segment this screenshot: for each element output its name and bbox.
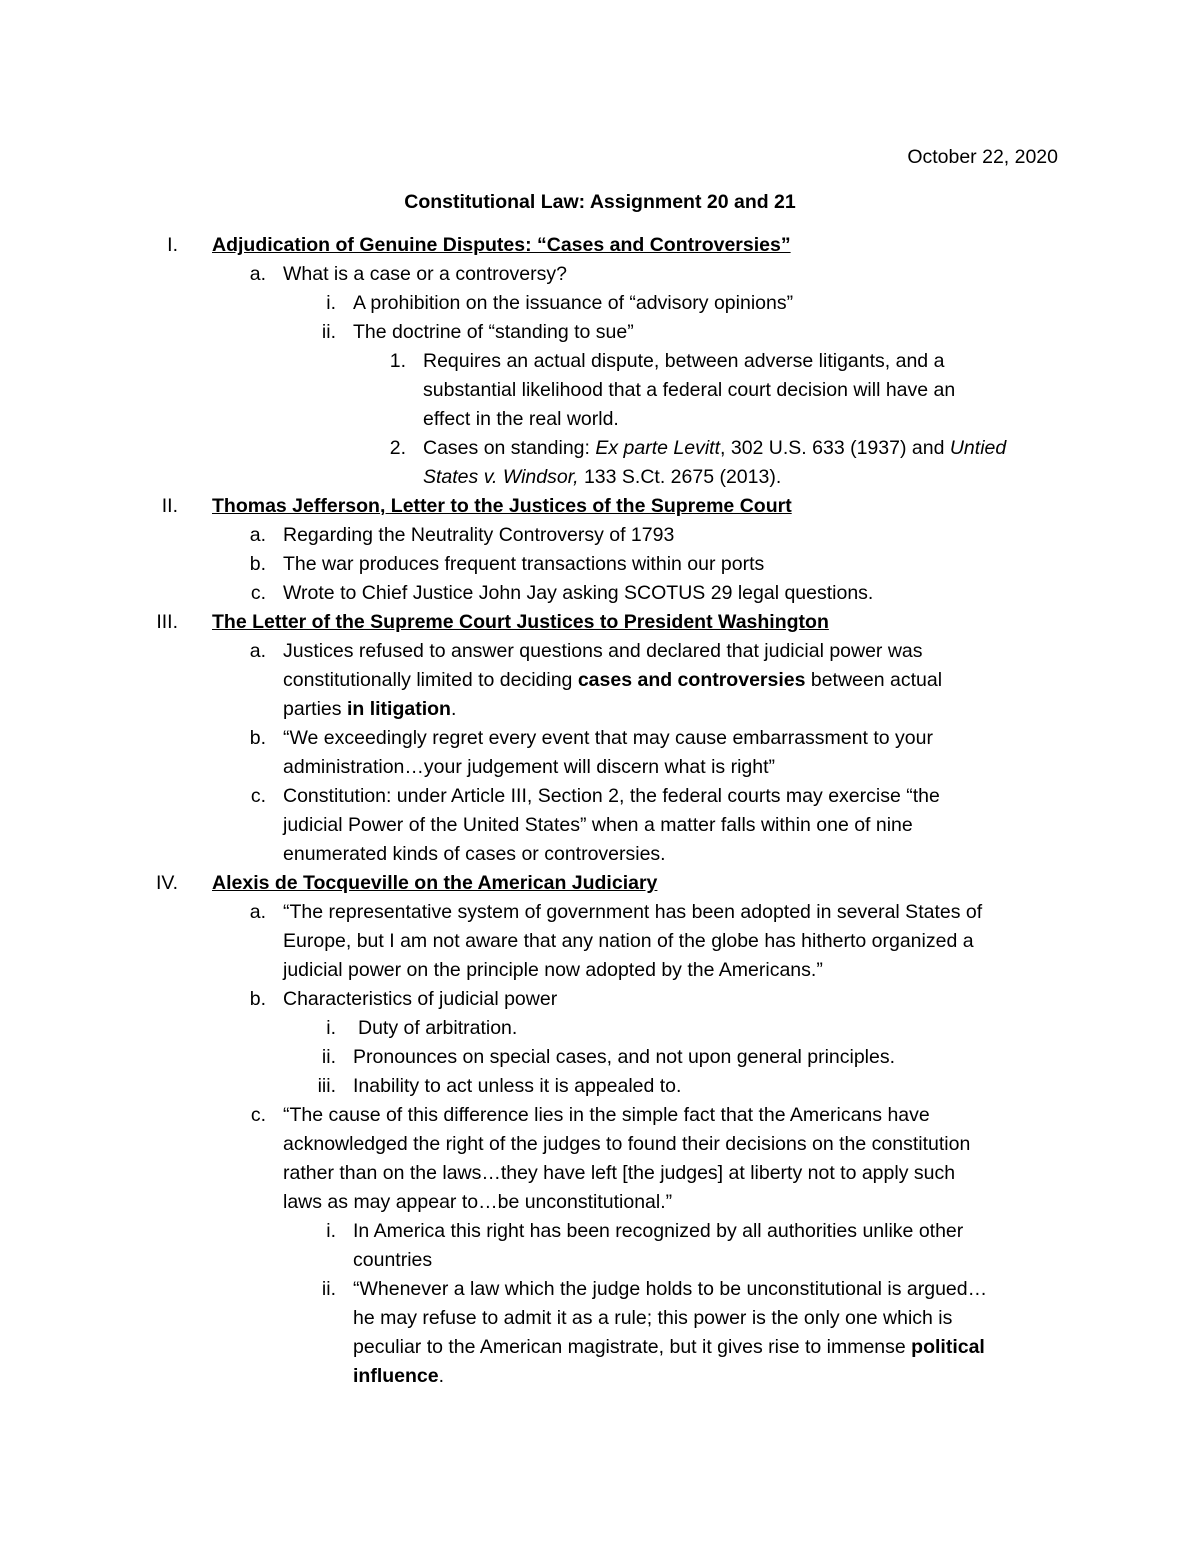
item-marker: ii. [321, 1046, 336, 1068]
item-marker: b. [249, 553, 266, 575]
item-marker: b. [249, 727, 266, 749]
list-item: The war produces frequent transactions within our ports [283, 553, 765, 575]
list-item: What is a case or a controversy? [283, 263, 567, 285]
list-item-continuation: acknowledged the right of the judges to found their decisions on the constitution [283, 1133, 971, 1155]
item-marker: iii. [317, 1075, 336, 1097]
item-marker: i. [326, 1017, 336, 1039]
list-item: Inability to act unless it is appealed to. [353, 1075, 682, 1097]
list-item: Pronounces on special cases, and not upon general principles. [353, 1046, 896, 1068]
list-item: Requires an actual dispute, between adverse litigants, and a [423, 350, 945, 372]
emphasis: political [911, 1336, 985, 1358]
text-run: peculiar to the American magistrate, but it gives rise to immense [353, 1336, 912, 1358]
section-4-heading: Alexis de Tocqueville on the American Judiciary [212, 872, 658, 894]
text-run: between actual [805, 669, 943, 691]
list-item: Regarding the Neutrality Controversy of 1793 [283, 524, 675, 546]
item-marker: a. [249, 640, 266, 662]
list-item-continuation: laws as may appear to…be unconstitutional.” [283, 1191, 673, 1213]
list-item-continuation: he may refuse to admit it as a rule; this power is the only one which is [353, 1307, 953, 1329]
list-item-continuation: effect in the real world. [423, 408, 619, 430]
list-item-continuation: Europe, but I am not aware that any nation of the globe has hitherto organized a [283, 930, 974, 952]
document-date: October 22, 2020 [907, 146, 1058, 168]
case-name: Untied [949, 437, 1007, 459]
list-item: The doctrine of “standing to sue” [353, 321, 634, 343]
list-item-continuation: substantial likelihood that a federal court decision will have an [423, 379, 956, 401]
list-item-continuation [423, 463, 781, 492]
list-item [423, 434, 1006, 463]
section-4-marker: IV. [155, 872, 178, 894]
item-marker: a. [249, 524, 266, 546]
list-item-continuation: administration…your judgement will discern what is right” [283, 756, 776, 778]
list-item: “The cause of this difference lies in the simple fact that the Americans have [283, 1104, 930, 1126]
text-run: . [438, 1365, 445, 1387]
list-item-continuation: enumerated kinds of cases or controversies. [283, 843, 666, 865]
item-marker: a. [249, 263, 266, 285]
emphasis: in litigation [346, 698, 451, 720]
text-run: parties [283, 698, 347, 720]
section-1-heading: Adjudication of Genuine Disputes: “Cases and Controversies” [212, 234, 791, 256]
emphasis: cases and controversies [577, 669, 806, 691]
text-run: , 302 U.S. 633 (1937) and [720, 437, 950, 459]
section-3-marker: III. [156, 611, 178, 633]
list-item: In America this right has been recognized by all authorities unlike other [353, 1220, 964, 1242]
list-item-continuation [283, 666, 942, 695]
list-item: “Whenever a law which the judge holds to be unconstitutional is argued… [353, 1278, 988, 1300]
section-1-marker: I. [167, 234, 178, 256]
list-item-continuation: judicial Power of the United States” when a matter falls within one of nine [283, 814, 913, 836]
item-marker: c. [250, 785, 266, 807]
list-item-continuation [353, 1333, 985, 1362]
item-marker: i. [326, 1220, 336, 1242]
item-marker: ii. [321, 1278, 336, 1300]
list-item: Characteristics of judicial power [283, 988, 558, 1010]
item-marker: ii. [321, 321, 336, 343]
case-name: States v. Windsor, [423, 466, 579, 488]
item-marker: b. [249, 988, 266, 1010]
list-item: “We exceedingly regret every event that may cause embarrassment to your [283, 727, 933, 749]
item-marker: 2. [389, 437, 406, 459]
item-marker: 1. [389, 350, 406, 372]
list-item: A prohibition on the issuance of “advisory opinions” [353, 292, 794, 314]
section-2-marker: II. [161, 495, 178, 517]
list-item: Wrote to Chief Justice John Jay asking SCOTUS 29 legal questions. [283, 582, 874, 604]
section-3-heading: The Letter of the Supreme Court Justices to President Washington [212, 611, 829, 633]
list-item: Justices refused to answer questions and declared that judicial power was [283, 640, 923, 662]
list-item-continuation: rather than on the laws…they have left [the judges] at liberty not to apply such [283, 1162, 956, 1184]
item-marker: a. [249, 901, 266, 923]
text-run: constitutionally limited to deciding [283, 669, 578, 691]
item-marker: c. [250, 1104, 266, 1126]
text-run: Cases on standing: [423, 437, 596, 459]
list-item: “The representative system of government has been adopted in several States of [283, 901, 983, 923]
text-run: . [450, 698, 457, 720]
document-title: Constitutional Law: Assignment 20 and 21 [404, 191, 796, 213]
section-2-heading: Thomas Jefferson, Letter to the Justices of the Supreme Court [212, 495, 792, 517]
case-name: Ex parte Levitt [595, 437, 721, 459]
list-item-continuation [353, 1362, 444, 1391]
emphasis: influence [353, 1365, 439, 1387]
list-item: Constitution: under Article III, Section 2, the federal courts may exercise “the [283, 785, 940, 807]
list-item-continuation: judicial power on the principle now adopted by the Americans.” [283, 959, 823, 981]
list-item: Duty of arbitration. [358, 1017, 518, 1039]
text-run: 133 S.Ct. 2675 (2013). [578, 466, 782, 488]
list-item-continuation: countries [353, 1249, 433, 1271]
item-marker: c. [250, 582, 266, 604]
list-item-continuation [283, 695, 456, 724]
item-marker: i. [326, 292, 336, 314]
